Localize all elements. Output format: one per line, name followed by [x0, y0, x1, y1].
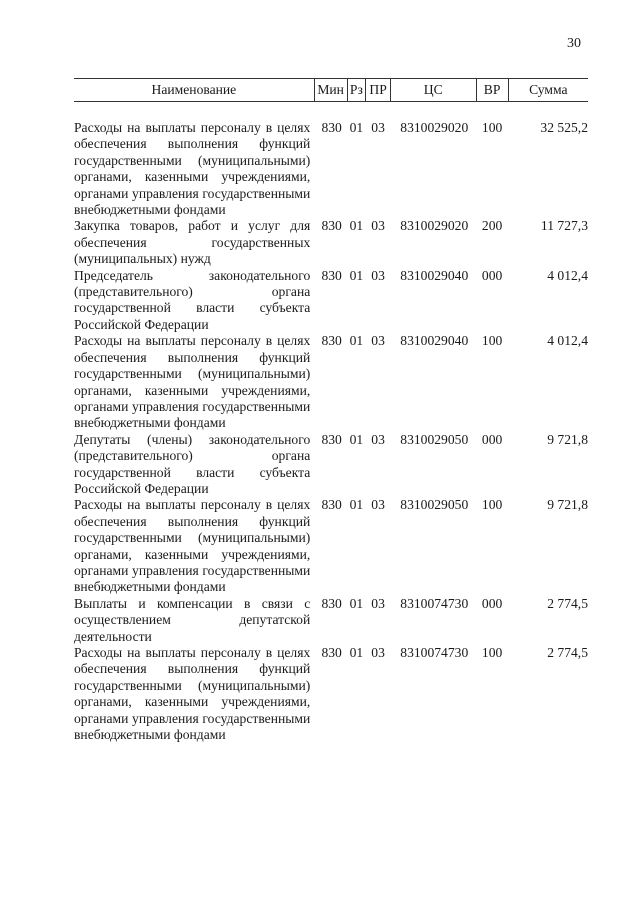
- row-cs: 8310029020: [400, 218, 469, 234]
- table-body: [74, 102, 588, 744]
- row-pr: 03: [371, 431, 385, 447]
- row-rz: 01: [349, 218, 364, 234]
- row-rz: 01: [349, 431, 364, 447]
- row-sum: 4 012,4: [547, 267, 588, 283]
- row-vr: 100: [481, 333, 503, 349]
- col-cs-header: ЦС: [390, 79, 476, 102]
- row-rz: 01: [349, 595, 364, 611]
- row-min: 830: [321, 595, 342, 611]
- row-cs: 8310029050: [400, 497, 469, 513]
- row-sum: 2 774,5: [547, 645, 588, 660]
- table-row: [74, 497, 588, 595]
- row-pr: 03: [371, 333, 385, 349]
- row-min: 830: [321, 333, 342, 349]
- row-vr: 000: [481, 267, 503, 283]
- row-vr: 100: [481, 645, 503, 660]
- col-vr-header: ВР: [476, 79, 508, 102]
- row-sum: 9 721,8: [547, 431, 588, 447]
- row-cs: 8310074730: [400, 595, 469, 611]
- col-name-header: Наименование: [74, 79, 314, 102]
- table-row: [74, 218, 588, 267]
- table-row: [74, 645, 588, 743]
- col-rz-header: Рз: [347, 79, 366, 102]
- row-pr: 03: [371, 218, 385, 234]
- table-row: [74, 596, 588, 645]
- page-number: 30: [567, 36, 581, 51]
- row-name: Депутаты (члены) законодательного (представительного) органа государственной власти субъекта Российской Федерации: [74, 431, 311, 496]
- row-min: 830: [321, 267, 342, 283]
- row-pr: 03: [371, 120, 385, 135]
- row-name: Выплаты и компенсации в связи с осуществлением депутатской деятельности: [74, 595, 311, 644]
- row-name: Расходы на выплаты персоналу в целях обеспечения выполнения функций государственными (муниципальными) органами, казенными учреждениями, органами управления государственными внебюджетными фондами: [74, 645, 311, 743]
- row-rz: 01: [349, 333, 364, 349]
- row-cs: 8310029040: [400, 333, 469, 349]
- row-name: Расходы на выплаты персоналу в целях обеспечения выполнения функций государственными (муниципальными) органами, казенными учреждениями, органами управления государственными внебюджетными фондами: [74, 497, 311, 595]
- row-min: 830: [321, 497, 342, 513]
- row-sum: 4 012,4: [547, 333, 588, 349]
- row-sum: 2 774,5: [547, 595, 588, 611]
- row-rz: 01: [349, 120, 364, 135]
- row-vr: 000: [481, 595, 503, 611]
- table-row: [74, 432, 588, 498]
- row-cs: 8310029020: [400, 120, 469, 135]
- row-sum: 11 727,3: [540, 218, 588, 234]
- row-sum: 9 721,8: [547, 497, 588, 513]
- row-vr: 000: [481, 431, 503, 447]
- budget-table: [74, 78, 588, 743]
- row-cs: 8310074730: [400, 645, 469, 660]
- row-name: Расходы на выплаты персоналу в целях обеспечения выполнения функций государственными (муниципальными) органами, казенными учреждениями, органами управления государственными внебюджетными фондами: [74, 120, 311, 218]
- row-min: 830: [321, 120, 342, 135]
- row-vr: 100: [481, 497, 503, 513]
- col-sum-header: Сумма: [508, 79, 588, 102]
- col-min-header: Мин: [314, 79, 347, 102]
- table-header: [74, 79, 588, 102]
- row-cs: 8310029050: [400, 431, 469, 447]
- row-cs: 8310029040: [400, 267, 469, 283]
- row-name: Закупка товаров, работ и услуг для обеспечения государственных (муниципальных) нужд: [74, 218, 311, 267]
- row-min: 830: [321, 645, 342, 660]
- col-pr-header: ПР: [366, 79, 391, 102]
- row-name: Расходы на выплаты персоналу в целях обеспечения выполнения функций государственными (муниципальными) органами, казенными учреждениями, органами управления государственными внебюджетными фондами: [74, 333, 311, 431]
- row-pr: 03: [371, 497, 385, 513]
- row-rz: 01: [349, 267, 364, 283]
- row-min: 830: [321, 218, 342, 234]
- row-pr: 03: [371, 645, 385, 660]
- row-pr: 03: [371, 267, 385, 283]
- row-pr: 03: [371, 595, 385, 611]
- row-min: 830: [321, 431, 342, 447]
- table-row: [74, 120, 588, 218]
- row-rz: 01: [349, 497, 364, 513]
- row-rz: 01: [349, 645, 364, 660]
- row-sum: 32 525,2: [540, 120, 588, 135]
- row-vr: 200: [481, 218, 503, 234]
- table-row: [74, 333, 588, 431]
- table-row: [74, 268, 588, 334]
- row-vr: 100: [481, 120, 503, 135]
- row-name: Председатель законодательного (представительного) органа государственной власти субъекта Российской Федерации: [74, 267, 311, 332]
